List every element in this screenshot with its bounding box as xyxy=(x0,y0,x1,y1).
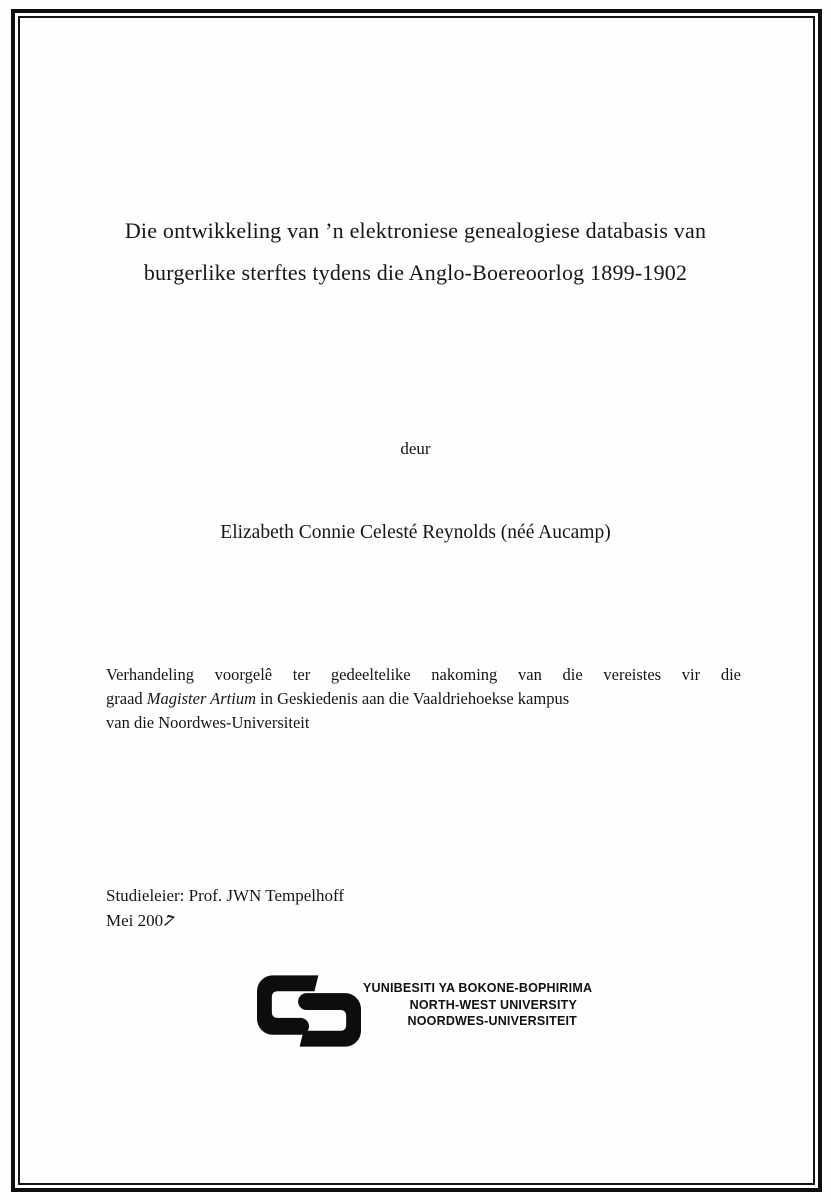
submission-line3: van die Noordwes-Universiteit xyxy=(106,713,310,732)
submission-statement xyxy=(106,663,741,735)
submission-line2 xyxy=(106,687,741,711)
thesis-title-line2: burgerlike sterftes tydens die Anglo-Boereoorlog 1899-1902 xyxy=(143,260,688,285)
nwu-wordmark-line1: YUNIBESITI YA BOKONE-BOPHIRIMA xyxy=(363,981,593,995)
nwu-wordmark-line2: NORTH-WEST UNIVERSITY xyxy=(409,997,577,1012)
date-line xyxy=(106,909,344,934)
thesis-title-line1: Die ontwikkeling van ’n elektroniese genealogiese databasis van xyxy=(124,218,707,243)
author-name: Elizabeth Connie Celesté Reynolds (néé Aucamp) xyxy=(220,522,611,543)
date-prefix: Mei 200 xyxy=(106,910,164,930)
imprint-block xyxy=(106,884,344,933)
degree-name-italic: Magister Artium xyxy=(146,689,257,708)
date-last-digit: 7 xyxy=(160,910,178,931)
logo-right-link-shape xyxy=(298,993,361,1046)
thesis-title xyxy=(60,210,771,294)
submission-line2-post: in Geskiedenis aan die Vaaldriehoekse kampus xyxy=(256,689,570,708)
submission-line2-pre: graad xyxy=(106,689,147,708)
nwu-wordmark-line3: NOORDWES-UNIVERSITEIT xyxy=(407,1014,577,1028)
byline-label: deur xyxy=(400,439,431,458)
nwu-wordmark xyxy=(363,980,593,1030)
nwu-logo-icon xyxy=(257,975,361,1047)
submission-line1: Verhandeling voorgelê ter gedeeltelike nakoming van die vereistes vir die xyxy=(106,665,741,684)
supervisor-line: Studieleier: Prof. JWN Tempelhoff xyxy=(106,886,345,905)
nwu-logo xyxy=(257,975,593,1050)
